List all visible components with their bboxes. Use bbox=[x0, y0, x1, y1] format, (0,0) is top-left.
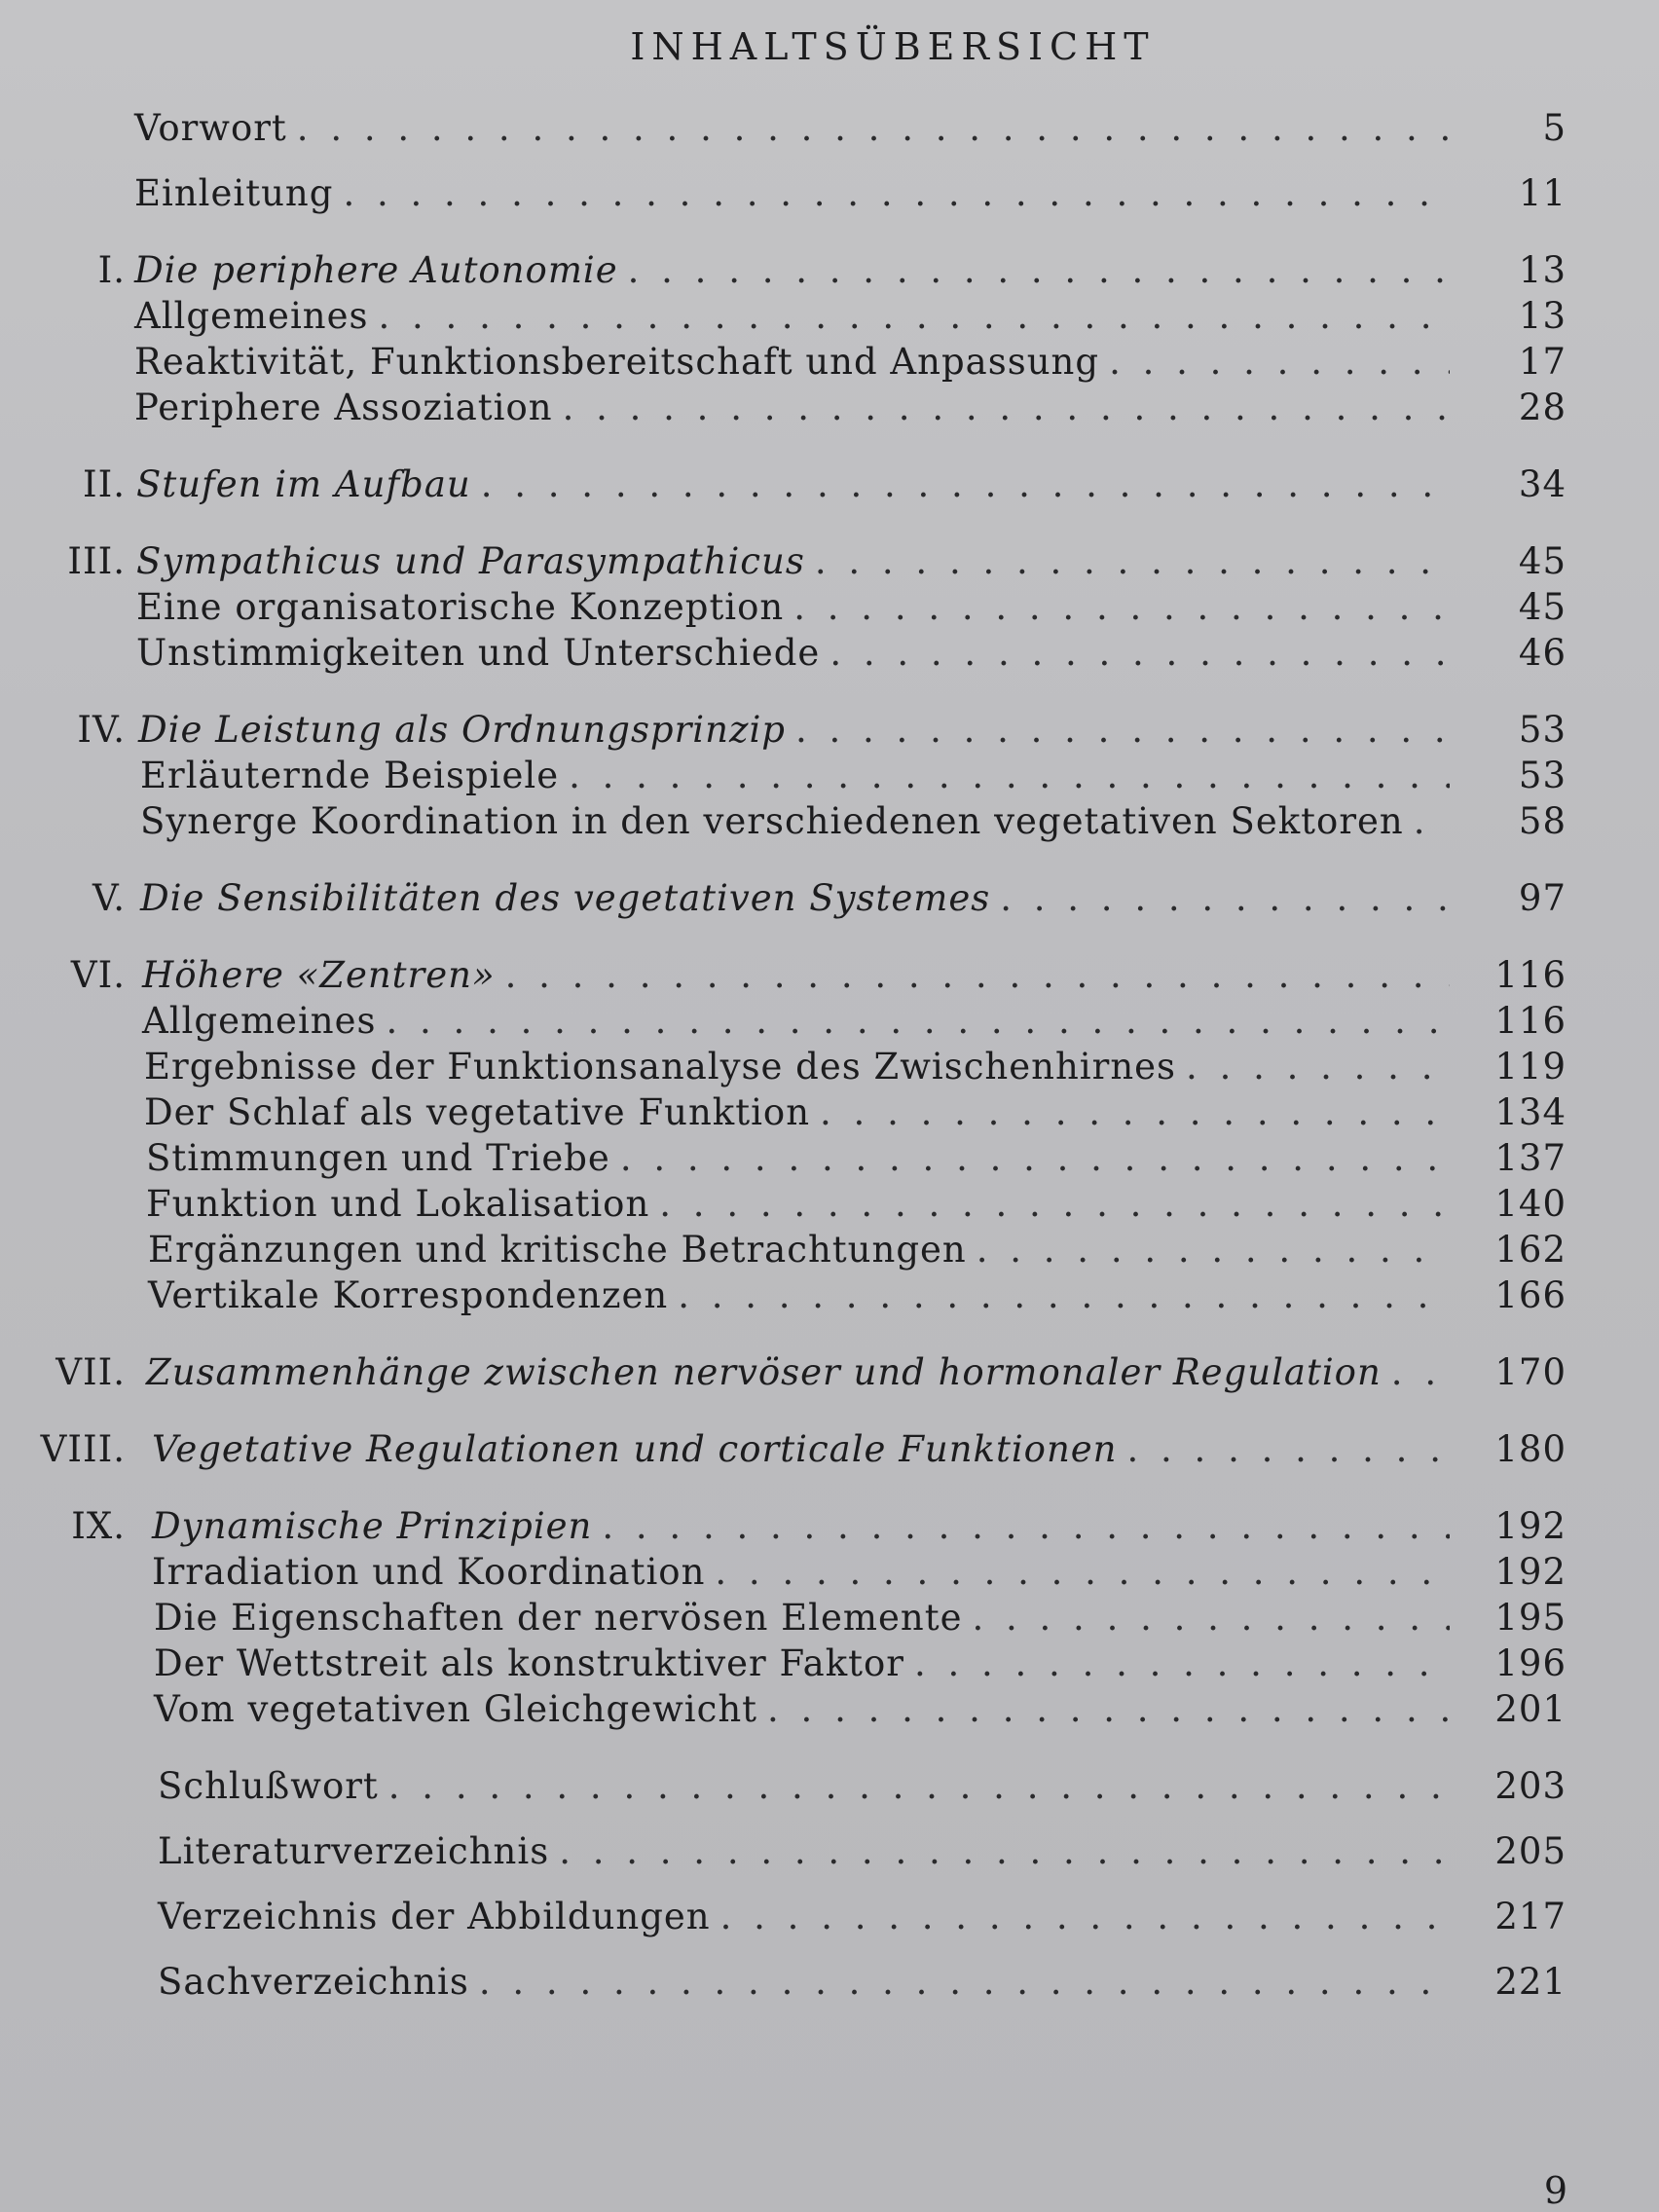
toc-section-entry bbox=[0, 1272, 1659, 1318]
dot-leader bbox=[720, 1894, 1450, 1939]
entry-page-number: 45 bbox=[1518, 586, 1567, 628]
toc-entry bbox=[0, 1894, 1659, 1939]
entry-page-number: 134 bbox=[1494, 1091, 1567, 1133]
entry-title: Vertikale Korrespondenzen bbox=[148, 1274, 669, 1316]
entry-page-number: 13 bbox=[1518, 249, 1567, 291]
toc-section-entry bbox=[0, 630, 1659, 676]
entry-title: Sachverzeichnis bbox=[158, 1961, 469, 2003]
entry-title: Stimmungen und Triebe bbox=[146, 1137, 610, 1179]
dot-leader bbox=[620, 1135, 1450, 1181]
entry-title: Vegetative Regulationen und corticale Funktionen bbox=[152, 1428, 1118, 1470]
dot-leader bbox=[715, 1549, 1450, 1595]
chapter-numeral: VI. bbox=[70, 954, 126, 996]
entry-page-number: 5 bbox=[1542, 107, 1567, 149]
entry-page-number: 17 bbox=[1518, 341, 1567, 383]
entry-title: Zusammenhänge zwischen nervöser und hormonaler Regulation bbox=[146, 1351, 1382, 1393]
chapter-numeral: V. bbox=[92, 877, 126, 919]
chapter-numeral: II. bbox=[83, 463, 126, 505]
entry-page-number: 140 bbox=[1494, 1183, 1567, 1225]
entry-page-number: 217 bbox=[1494, 1896, 1567, 1937]
entry-page-number: 13 bbox=[1518, 295, 1567, 337]
dot-leader bbox=[815, 538, 1450, 584]
toc-chapter-entry bbox=[0, 461, 1659, 507]
dot-leader bbox=[505, 952, 1450, 998]
dot-leader bbox=[387, 998, 1451, 1044]
chapter-numeral: III. bbox=[67, 540, 126, 582]
entry-title: Die Leistung als Ordnungsprinzip bbox=[138, 709, 786, 751]
entry-title: Erläuternde Beispiele bbox=[140, 755, 560, 796]
entry-page-number: 97 bbox=[1518, 877, 1567, 919]
entry-title: Dynamische Prinzipien bbox=[152, 1505, 593, 1547]
entry-title: Allgemeines bbox=[142, 1000, 377, 1042]
dot-leader bbox=[793, 584, 1450, 630]
entry-title: Höhere «Zentren» bbox=[142, 954, 496, 996]
entry-page-number: 137 bbox=[1494, 1137, 1567, 1179]
chapter-numeral: I. bbox=[97, 249, 126, 291]
entry-page-number: 201 bbox=[1494, 1688, 1567, 1730]
dot-leader bbox=[602, 1503, 1450, 1549]
dot-leader bbox=[1186, 1044, 1450, 1089]
entry-page-number: 11 bbox=[1518, 172, 1567, 214]
entry-page-number: 53 bbox=[1518, 755, 1567, 796]
toc-chapter-entry bbox=[0, 707, 1659, 753]
chapter-numeral: IX. bbox=[71, 1505, 126, 1547]
dot-leader bbox=[1414, 798, 1450, 844]
dot-leader bbox=[1000, 875, 1450, 921]
dot-leader bbox=[559, 1828, 1450, 1874]
dot-leader bbox=[820, 1089, 1450, 1135]
dot-leader bbox=[388, 1763, 1450, 1809]
dot-leader bbox=[977, 1227, 1450, 1272]
entry-page-number: 162 bbox=[1494, 1229, 1567, 1271]
entry-title: Ergänzungen und kritische Betrachtungen bbox=[148, 1229, 967, 1271]
toc-section-entry bbox=[0, 1641, 1659, 1686]
toc-entry bbox=[0, 1959, 1659, 2005]
entry-page-number: 116 bbox=[1494, 1000, 1567, 1042]
toc-section-entry bbox=[0, 998, 1659, 1044]
entry-title: Die Sensibilitäten des vegetativen Systemes bbox=[140, 877, 991, 919]
toc-entry bbox=[0, 1828, 1659, 1874]
entry-page-number: 196 bbox=[1494, 1642, 1567, 1684]
dot-leader bbox=[481, 461, 1450, 507]
toc-chapter-entry bbox=[0, 1426, 1659, 1472]
chapter-numeral: VII. bbox=[55, 1351, 126, 1393]
entry-title: Eine organisatorische Konzeption bbox=[136, 586, 785, 628]
entry-page-number: 170 bbox=[1494, 1351, 1567, 1393]
toc-chapter-entry bbox=[0, 538, 1659, 584]
entry-title: Schlußwort bbox=[158, 1765, 379, 1807]
entry-page-number: 119 bbox=[1494, 1046, 1567, 1088]
entry-title: Verzeichnis der Abbildungen bbox=[158, 1896, 711, 1937]
entry-title: Allgemeines bbox=[134, 295, 369, 337]
entry-page-number: 192 bbox=[1494, 1505, 1567, 1547]
toc-section-entry bbox=[0, 1549, 1659, 1595]
entry-title: Literaturverzeichnis bbox=[158, 1830, 550, 1872]
dot-leader bbox=[628, 247, 1450, 293]
entry-page-number: 195 bbox=[1494, 1597, 1567, 1639]
toc-section-entry bbox=[0, 1686, 1659, 1732]
dot-leader bbox=[479, 1959, 1450, 2005]
entry-title: Die Eigenschaften der nervösen Elemente bbox=[154, 1597, 963, 1639]
chapter-numeral: IV. bbox=[77, 709, 126, 751]
toc-section-entry bbox=[0, 753, 1659, 798]
toc-entry bbox=[0, 1763, 1659, 1809]
dot-leader bbox=[563, 385, 1450, 430]
entry-page-number: 58 bbox=[1518, 800, 1567, 842]
toc-section-entry bbox=[0, 798, 1659, 844]
chapter-numeral: VIII. bbox=[40, 1428, 126, 1470]
toc-chapter-entry bbox=[0, 875, 1659, 921]
entry-title: Synerge Koordination in den verschiedenen vegetativen Sektoren bbox=[140, 800, 1404, 842]
toc-section-entry bbox=[0, 1181, 1659, 1227]
entry-title: Ergebnisse der Funktionsanalyse des Zwischenhirnes bbox=[144, 1046, 1177, 1088]
toc-section-entry bbox=[0, 1227, 1659, 1272]
entry-title: Reaktivität, Funktionsbereitschaft und Anpassung bbox=[134, 341, 1100, 383]
toc-chapter-entry bbox=[0, 952, 1659, 998]
toc-section-entry bbox=[0, 293, 1659, 339]
toc-entry bbox=[0, 170, 1659, 216]
entry-title: Unstimmigkeiten und Unterschiede bbox=[136, 632, 821, 674]
toc-section-entry bbox=[0, 1135, 1659, 1181]
entry-page-number: 205 bbox=[1494, 1830, 1567, 1872]
toc-section-entry bbox=[0, 1044, 1659, 1089]
toc-section-entry bbox=[0, 584, 1659, 630]
entry-title: Vom vegetativen Gleichgewicht bbox=[154, 1688, 758, 1730]
dot-leader bbox=[1127, 1426, 1451, 1472]
entry-page-number: 221 bbox=[1494, 1961, 1567, 2003]
page-number: 9 bbox=[1543, 2169, 1567, 2212]
toc-chapter-entry bbox=[0, 247, 1659, 293]
entry-title: Der Wettstreit als konstruktiver Faktor bbox=[154, 1642, 904, 1684]
entry-title: Periphere Assoziation bbox=[134, 387, 553, 428]
dot-leader bbox=[659, 1181, 1450, 1227]
toc-section-entry bbox=[0, 1089, 1659, 1135]
entry-page-number: 166 bbox=[1494, 1274, 1567, 1316]
entry-page-number: 28 bbox=[1518, 387, 1567, 428]
entry-page-number: 34 bbox=[1518, 463, 1567, 505]
dot-leader bbox=[972, 1595, 1450, 1641]
dot-leader bbox=[830, 630, 1450, 676]
dot-leader bbox=[569, 753, 1450, 798]
table-of-contents bbox=[0, 105, 1659, 2005]
toc-chapter-entry bbox=[0, 1349, 1659, 1395]
dot-leader bbox=[914, 1641, 1450, 1686]
entry-title: Sympathicus und Parasympathicus bbox=[136, 540, 805, 582]
dot-leader bbox=[343, 170, 1450, 216]
entry-page-number: 203 bbox=[1494, 1765, 1567, 1807]
dot-leader bbox=[297, 105, 1450, 151]
entry-page-number: 180 bbox=[1494, 1428, 1567, 1470]
dot-leader bbox=[678, 1272, 1450, 1318]
entry-title: Die periphere Autonomie bbox=[134, 249, 618, 291]
dot-leader bbox=[1391, 1349, 1450, 1395]
entry-page-number: 53 bbox=[1518, 709, 1567, 751]
entry-page-number: 45 bbox=[1518, 540, 1567, 582]
entry-page-number: 46 bbox=[1518, 632, 1567, 674]
entry-page-number: 192 bbox=[1494, 1551, 1567, 1593]
entry-title: Funktion und Lokalisation bbox=[146, 1183, 650, 1225]
entry-title: Der Schlaf als vegetative Funktion bbox=[144, 1091, 811, 1133]
page-title: INHALTSÜBERSICHT bbox=[630, 25, 1156, 68]
entry-title: Einleitung bbox=[134, 172, 334, 214]
entry-page-number: 116 bbox=[1494, 954, 1567, 996]
toc-section-entry bbox=[0, 1595, 1659, 1641]
toc-entry bbox=[0, 105, 1659, 151]
dot-leader bbox=[795, 707, 1450, 753]
dot-leader bbox=[1109, 339, 1450, 385]
toc-section-entry bbox=[0, 385, 1659, 430]
dot-leader bbox=[379, 293, 1451, 339]
entry-title: Vorwort bbox=[134, 107, 287, 149]
entry-title: Irradiation und Koordination bbox=[152, 1551, 706, 1593]
toc-section-entry bbox=[0, 339, 1659, 385]
entry-title: Stufen im Aufbau bbox=[136, 463, 471, 505]
toc-chapter-entry bbox=[0, 1503, 1659, 1549]
dot-leader bbox=[767, 1686, 1450, 1732]
